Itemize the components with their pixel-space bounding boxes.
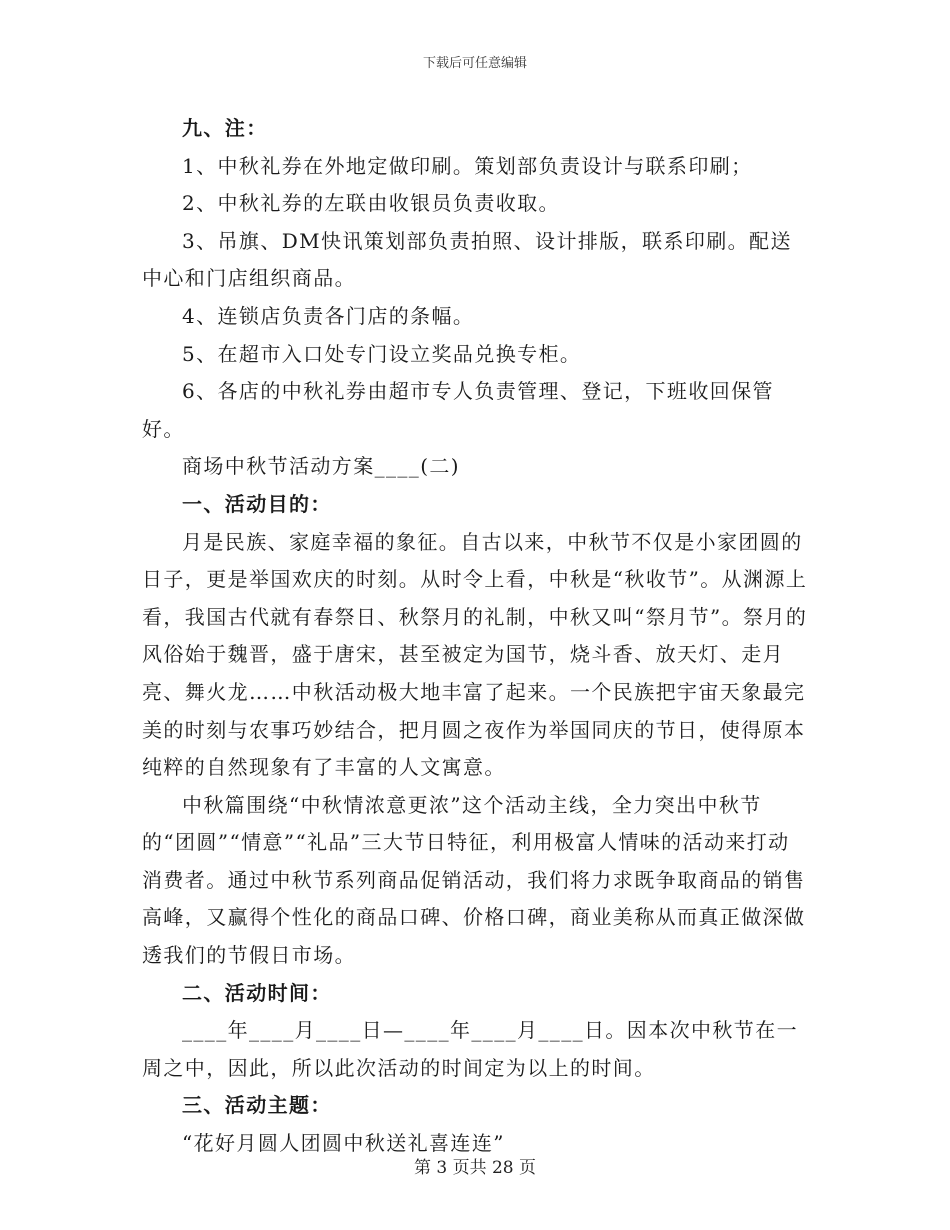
document-body (142, 110, 810, 1163)
purpose-paragraph-2: 中秋篇围绕“中秋情浓意更浓”这个活动主线，全力突出中秋节的“团圆”“情意”“礼品”三大节日特征，利用极富人情味的活动来打动消费者。通过中秋节系列商品促销活动，我们将力求既争取商品的销售高峰，又赢得个性化的商品口碑、价格口碑，商业美称从而真正做深做透我们的节假日市场。 (142, 792, 806, 968)
section-heading-time: 二、活动时间： (182, 980, 332, 1005)
note-item-6: 6、各店的中秋礼券由超市专人负责管理、登记，下班收回保管好。 (142, 379, 774, 441)
note-item-1: 1、中秋礼券在外地定做印刷。策划部负责设计与联系印刷； (182, 153, 753, 178)
section-heading-theme: 三、活动主题： (182, 1093, 332, 1118)
purpose-paragraph-1: 月是民族、家庭幸福的象征。自古以来，中秋节不仅是小家团圆的日子，更是举国欢庆的时刻。从时令上看，中秋是“秋收节”。从渊源上看，我国古代就有春祭日、秋祭月的礼制，中秋又叫“祭月节”。祭月的风俗始于魏晋，盛于唐宋，甚至被定为国节，烧斗香、放天灯、走月亮、舞火龙……中秋活动极大地丰富了起来。一个民族把宇宙天象最完美的时刻与农事巧妙结合，把月圆之夜作为举国同庆的节日，使得原本纯粹的自然现象有了丰富的人文寓意。 (142, 529, 808, 780)
page-header: 下载后可任意编辑 (422, 56, 527, 71)
section-heading-notes: 九、注： (182, 116, 268, 140)
section-heading-purpose: 一、活动目的： (182, 491, 332, 516)
note-item-4: 4、连锁店负责各门店的条幅。 (182, 303, 475, 328)
theme-paragraph: “花好月圆人团圆中秋送礼喜连连” (182, 1131, 505, 1156)
note-item-5: 5、在超市入口处专门设立奖品兑换专柜。 (182, 341, 582, 366)
time-paragraph: ____年____月____日—____年____月____日。因本次中秋节在一周之中，因此，所以此次活动的时间定为以上的时间。 (142, 1018, 798, 1080)
plan-title: 商场中秋节活动方案____(二) (182, 454, 461, 479)
note-item-2: 2、中秋礼券的左联由收银员负责收取。 (182, 191, 560, 216)
page-footer: 第 3 页共 28 页 (413, 1158, 537, 1178)
note-item-3: 3、吊旗、DM快讯策划部负责拍照、设计排版，联系印刷。配送中心和门店组织商品。 (142, 228, 792, 291)
